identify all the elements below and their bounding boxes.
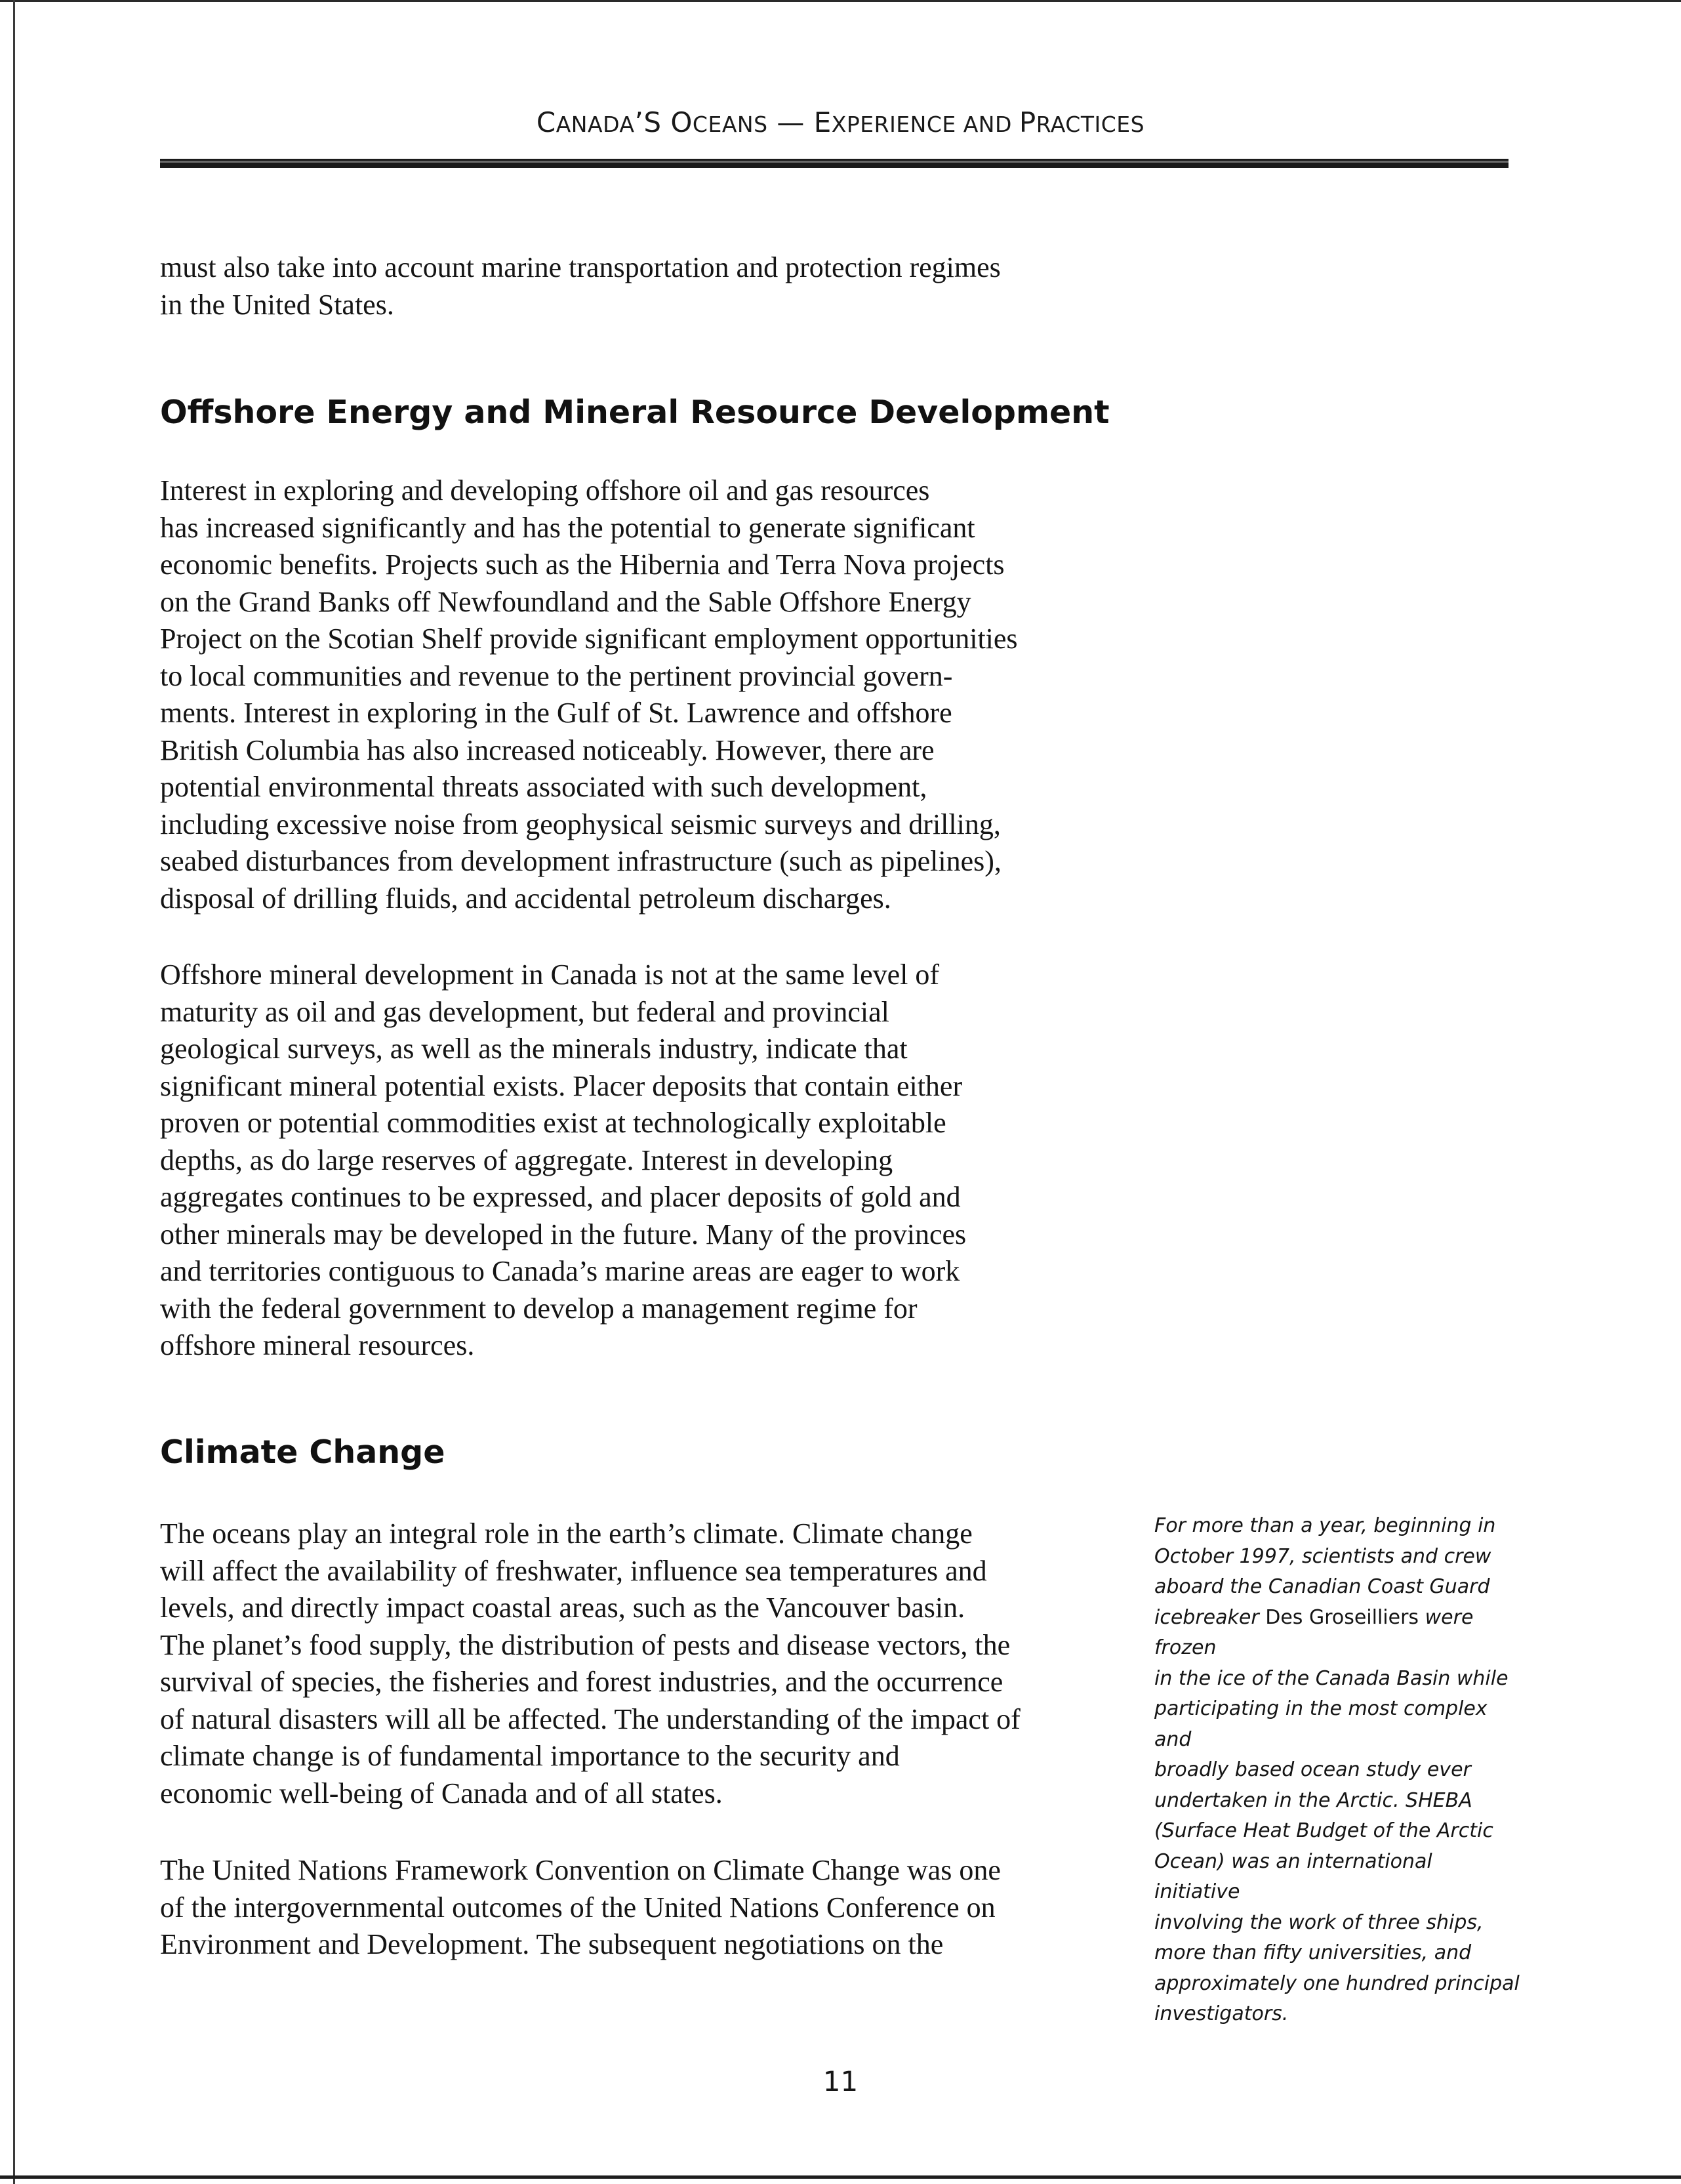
header-part: ANADA bbox=[556, 112, 635, 137]
header-part: P bbox=[1019, 106, 1036, 138]
offshore-paragraph-1: Interest in exploring and developing offshore oil and gas resources has increased significantly and has the potential to generate significant economic benefits. Projects such as the Hibernia and Terra Nova projects on the Grand Banks off Newfoundland and the Sable Offshore Energy Project on the Scotian Shelf provide significant employment opportunities to local communities and revenue to the pertinent provincial govern- ments. Interest in exploring in the Gulf of St. Lawrence and offshore British Columbia has also increased noticeably. However, there are potential environmental threats associated with such development, including excessive noise from geophysical seismic surveys and drilling, seabed disturbances from development infrastructure (such as pipelines), disposal of drilling fluids, and accidental petroleum discharges. bbox=[160, 474, 1018, 915]
header-part: XPERIENCE AND bbox=[831, 112, 1019, 137]
header-part: CEANS bbox=[692, 112, 768, 137]
sidebar-text-after: were frozen in the ice of the Canada Basin while participating in the most complex and broadly based ocean study ever undertaken in the Arctic. SHEBA (Surface Heat Budget of the Arctic Ocean) was an international initiative involving the work of three ships, more than fifty universities, and approximately one hundred principal investigators. bbox=[1154, 1605, 1520, 2025]
header-rule bbox=[160, 159, 1509, 168]
header-part: E bbox=[813, 106, 832, 138]
continuation-paragraph: must also take into account marine transportation and protection regimes in the United States. bbox=[160, 251, 1001, 321]
sidebar-ship-name: Des Groseilliers bbox=[1265, 1605, 1419, 1629]
sidebar-note bbox=[1154, 1511, 1522, 2030]
climate-paragraph-2: The United Nations Framework Convention on Climate Change was one of the intergovernmental outcomes of the United Nations Conference on Environment and Development. The subsequent negotiations on the bbox=[160, 1854, 1001, 1960]
scan-edge-bottom bbox=[0, 2175, 1681, 2179]
sidebar-text-before: For more than a year, beginning in October 1997, scientists and crew aboard the Canadian Coast Guard icebreaker bbox=[1154, 1514, 1496, 1629]
climate-paragraph-1: The oceans play an integral role in the earth’s climate. Climate change will affect the availability of freshwater, influence sea temperatures and levels, and directly impact coastal areas, such as the Vancouver basin. The planet’s food supply, the distribution of pests and disease vectors, the survival of species, the fisheries and forest industries, and the occurrence of natural disasters will all be affected. The understanding of the impact of climate change is of fundamental importance to the security and economic well-being of Canada and of all states. bbox=[160, 1517, 1021, 1809]
header-part: — bbox=[767, 106, 814, 138]
header-part: C bbox=[536, 106, 556, 138]
header-part: RACTICES bbox=[1036, 112, 1145, 137]
header-part: ’S bbox=[634, 106, 671, 138]
section-heading-offshore: Offshore Energy and Mineral Resource Development bbox=[160, 394, 1110, 431]
section-heading-climate: Climate Change bbox=[160, 1433, 445, 1471]
header-part: O bbox=[670, 106, 693, 138]
offshore-paragraph-2: Offshore mineral development in Canada is not at the same level of maturity as oil and gas development, but federal and provincial geological surveys, as well as the minerals industry, indicate that significant mineral potential exists. Placer deposits that contain either proven or potential commodities exist at technologically exploitable depths, as do large reserves of aggregate. Interest in developing aggregates continues to be expressed, and placer deposits of gold and other minerals may be developed in the future. Many of the provinces and territories contiguous to Canada’s marine areas are eager to work with the federal government to develop a management regime for offshore mineral resources. bbox=[160, 958, 967, 1361]
scan-edge-top bbox=[0, 0, 1681, 2]
page-number: 11 bbox=[822, 2065, 859, 2097]
scan-edge-left bbox=[13, 0, 15, 2184]
running-header bbox=[0, 106, 1681, 138]
